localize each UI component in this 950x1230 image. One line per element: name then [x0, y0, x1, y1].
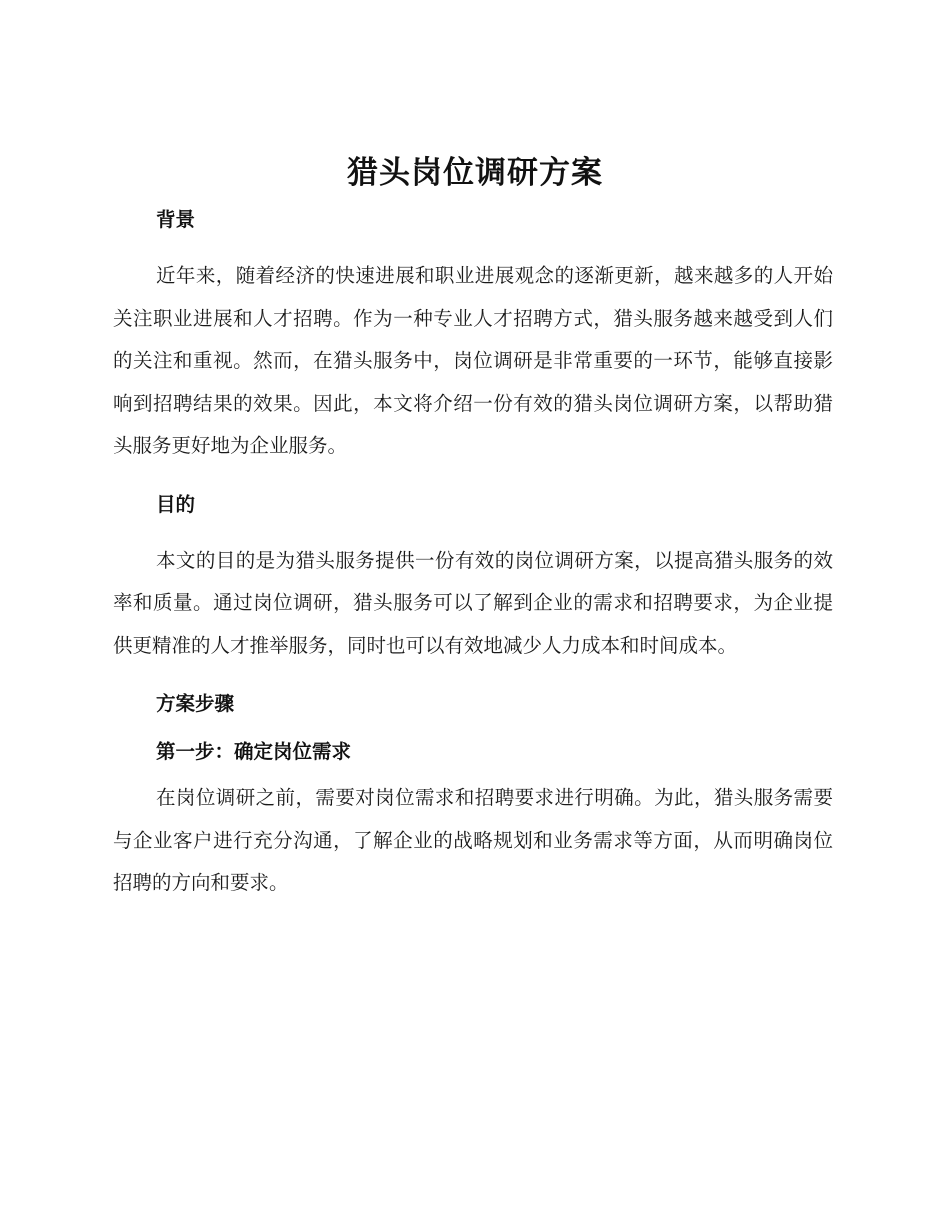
section-purpose: [113, 488, 833, 668]
section-heading-purpose: 目的: [156, 492, 196, 516]
section-background: [113, 203, 833, 468]
document-title: 猎头岗位调研方案: [347, 155, 603, 191]
step-one-heading: 第一步：确定岗位需求: [156, 740, 352, 763]
section-heading-background: 背景: [156, 208, 196, 231]
section-heading-steps: 方案步骤: [156, 692, 235, 715]
step-one-paragraph: 在岗位调研之前，需要对岗位需求和招聘要求进行明确。为此，猎头服务需要与企业客户进行充分沟通，了解企业的战略规划和业务需求等方面，从而明确岗位招聘的方向和要求。: [113, 786, 833, 894]
document-body: [113, 203, 833, 905]
section-paragraph-purpose: 本文的目的是为猎头服务提供一份有效的岗位调研方案，以提高猎头服务的效率和质量。通过岗位调研，猎头服务可以了解到企业的需求和招聘要求，为企业提供更精准的人才推举服务，同时也可以有效地减少人力成本和时间成本。: [113, 548, 833, 657]
section-paragraph-background: 近年来，随着经济的快速进展和职业进展观念的逐渐更新，越来越多的人开始关注职业进展和人才招聘。作为一种专业人才招聘方式，猎头服务越来越受到人们的关注和重视。然而，在猎头服务中，岗位调研是非常重要的一环节，能够直接影响到招聘结果的效果。因此，本文将介绍一份有效的猎头岗位调研方案，以帮助猎头服务更好地为企业服务。: [113, 264, 833, 457]
section-steps: [113, 687, 833, 905]
